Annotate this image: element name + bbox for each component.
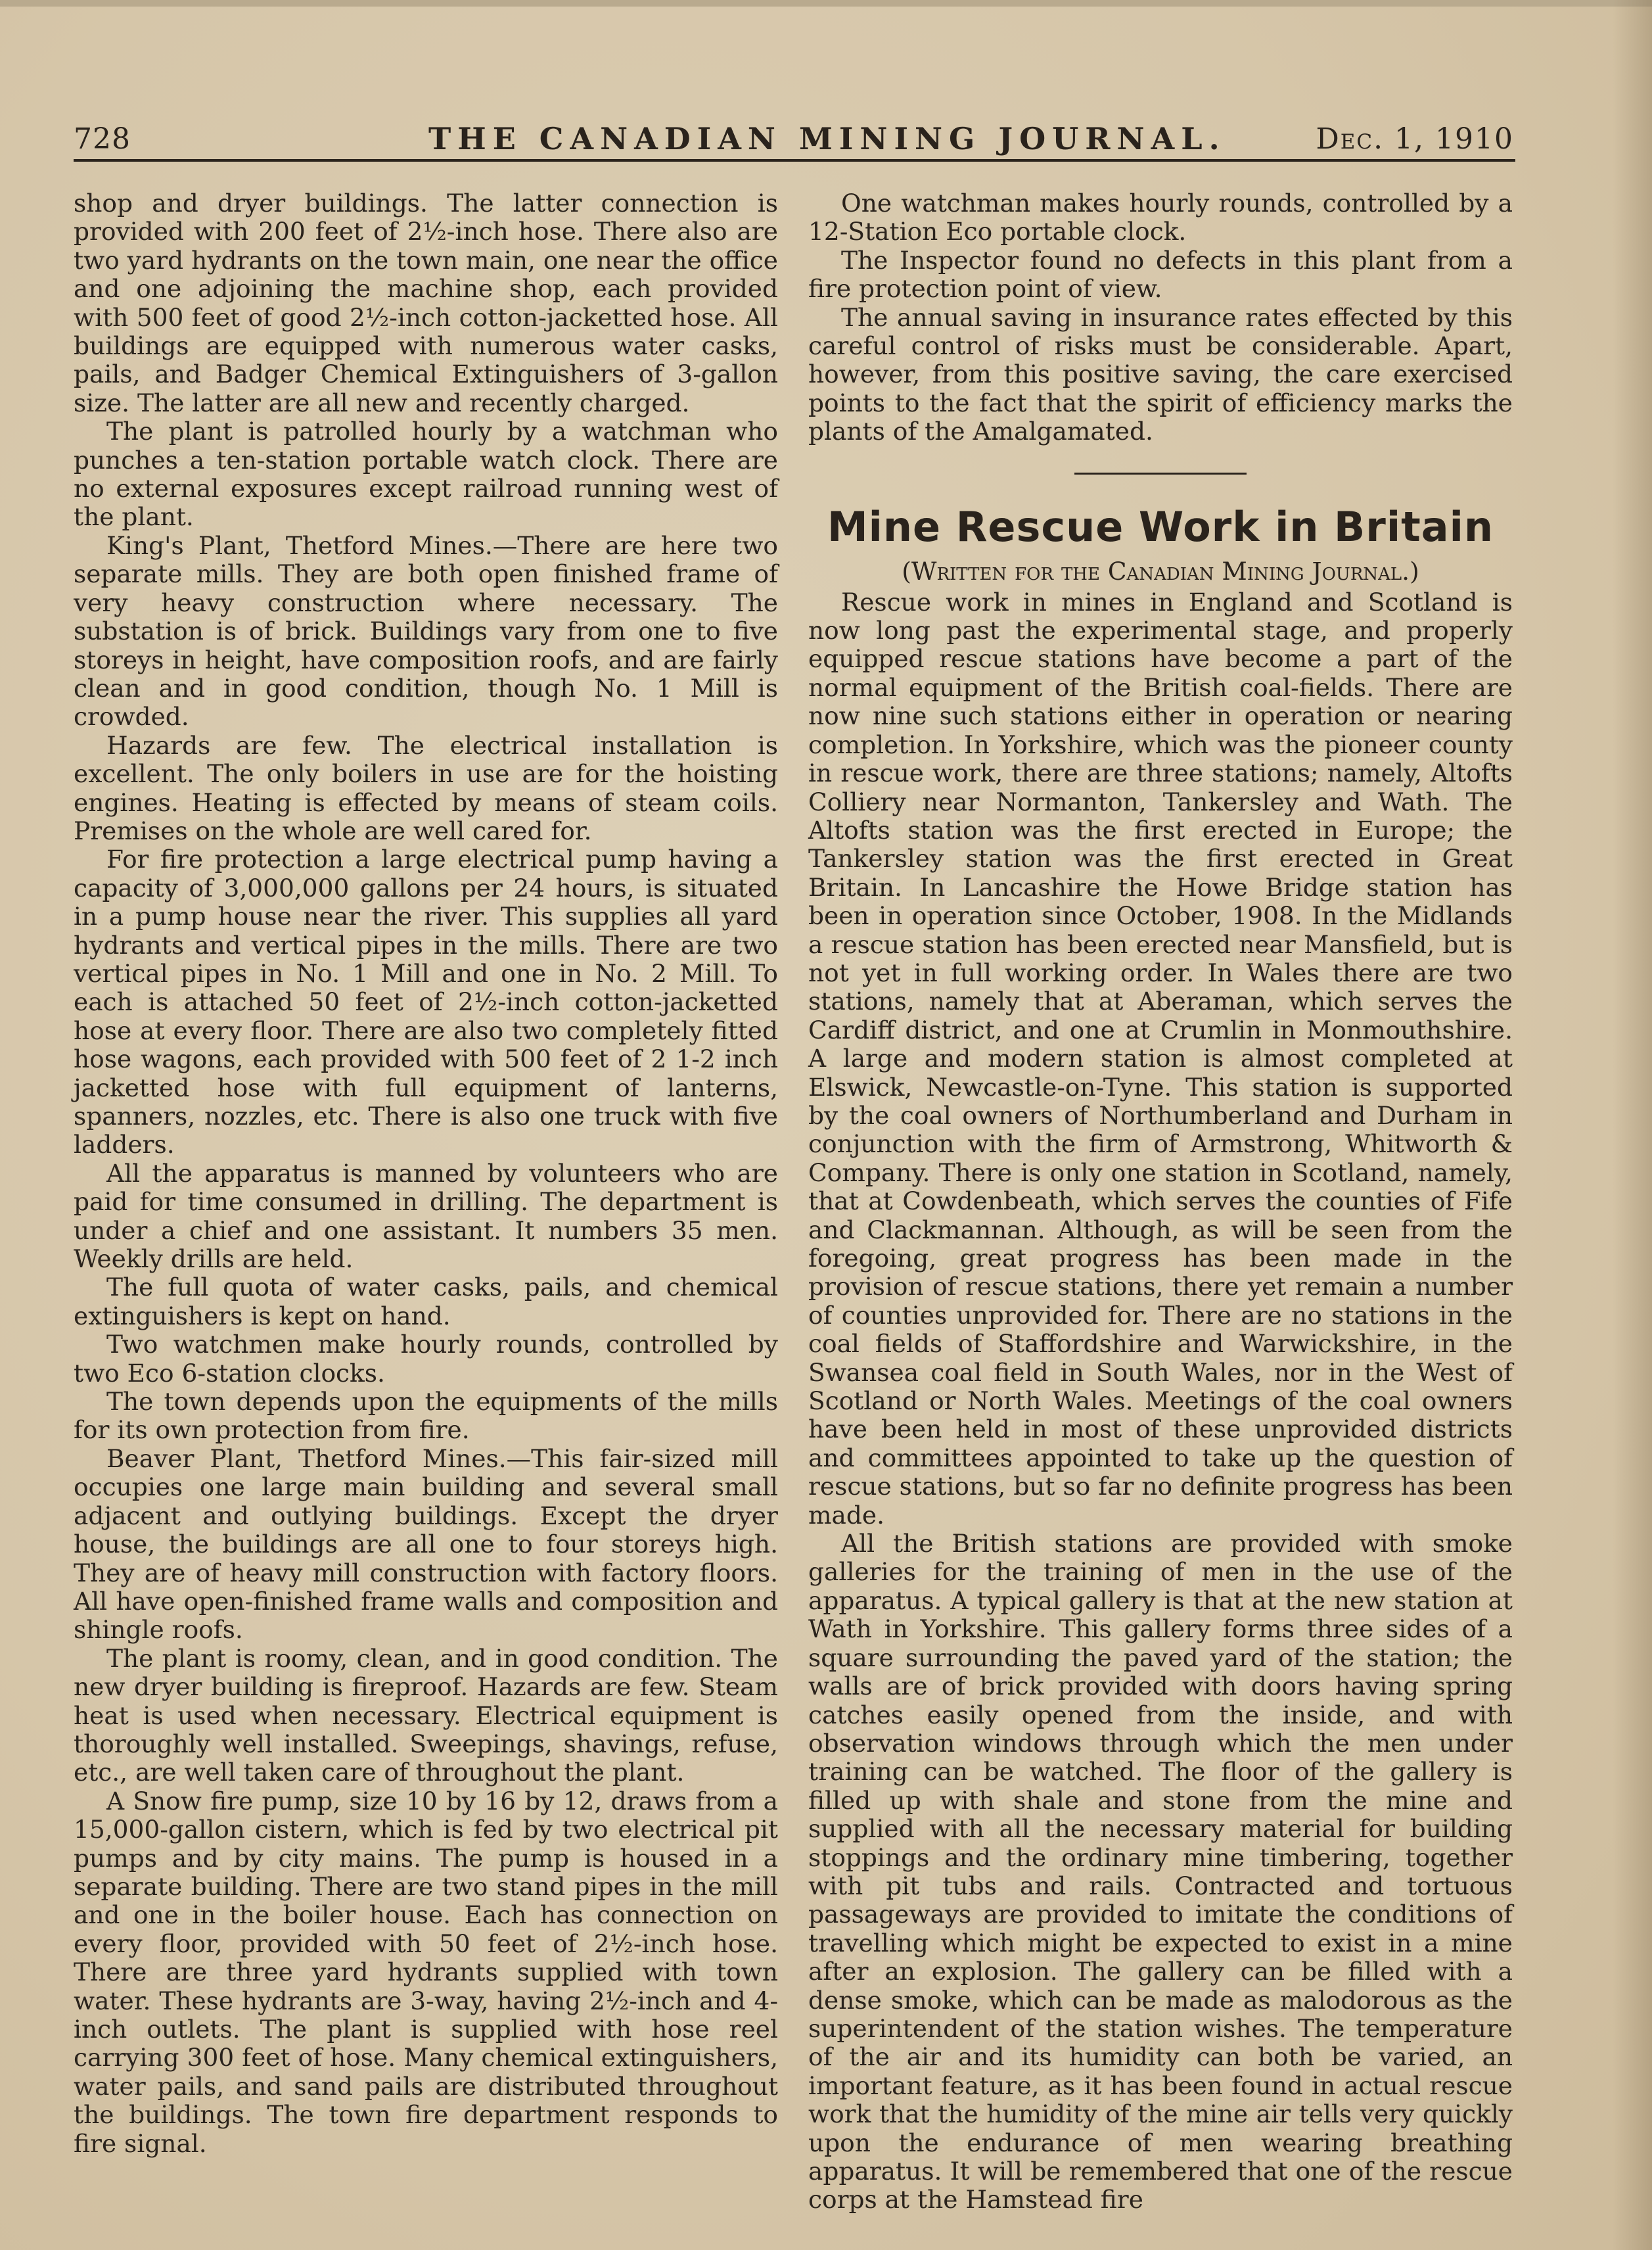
paragraph: All the British stations are provided with smoke galleries for the training of men in the use of the apparatus. A typical gallery is that at the new station at Wath in Yorkshire. This gallery forms three sides of a square surrounding the paved yard of the station; the walls are of brick provided with doors having spring catches easily opened from the inside, and with observation windows through which the men under training can be watched. The floor of the gallery is filled up with shale and stone from the mine and supplied with all the necessary material for building stoppings and the ordinary mine timbering, together with pit tubs and rails. Contracted and tortuous passageways are provided to imitate the conditions of travelling which might be expected to exist in a mine after an explosion. The gallery can be filled with a dense smoke, which can be made as malodorous as the superintendent of the station wishes. The temperature of the air and its humidity can both be varied, an important feature, as it has been found in actual rescue work that the humidity of the mine air tells very quickly upon the endurance of men wearing breathing apparatus. It will be remembered that one of the rescue corps at the Hamstead fire [808, 1529, 1513, 2215]
paragraph: Rescue work in mines in England and Scotland is now long past the experimental stage, and properly equipped rescue stations have become a part of the normal equipment of the British coal-fields. There are now nine such stations either in operation or nearing completion. In Yorkshire, which was the pioneer county in rescue work, there are three stations; namely, Altofts Colliery near Normanton, Tankersley and Wath. The Altofts station was the first erected in Europe; the Tankersley station was the first erected in Great Britain. In Lancashire the Howe Bridge station has been in operation since October, 1908. In the Midlands a rescue station has been erected near Mansfield, but is not yet in full working order. In Wales there are two stations, namely that at Aberaman, which serves the Cardiff district, and one at Crumlin in Monmouthshire. A large and modern station is almost completed at Elswick, Newcastle-on-Tyne. This station is supported by the coal owners of Northumberland and Durham in conjunction with the firm of Armstrong, Whitworth & Company. There is only one station in Scotland, namely, that at Cowdenbeath, which serves the counties of Fife and Clackmannan. Although, as will be seen from the foregoing, great progress has been made in the provision of rescue stations, there yet remain a number of counties unprovided for. There are no stations in the coal fields of Staffordshire and Warwickshire, in the Swansea coal field in South Wales, nor in the West of Scotland or North Wales. Meetings of the coal owners have been held in most of these unprovided districts and committees appointed to take up the question of rescue stations, but so far no definite progress has been made. [808, 587, 1513, 1530]
article-byline: (Written for the Canadian Mining Journal.) [902, 556, 1419, 586]
paragraph: One watchman makes hourly rounds, controlled by a 12-Station Eco portable clock. [808, 189, 1513, 246]
paragraph: Hazards are few. The electrical installation is excellent. The only boilers in use are for the hoisting engines. Heating is effected by means of steam coils. Premises on the whole are well cared for. [74, 730, 778, 845]
paragraph: King's Plant, Thetford Mines.—There are here two separate mills. They are both open finished frame of very heavy construction where necessary. The substation is of brick. Buildings vary from one to five storeys in height, have composition roofs, and are fairly clean and in good condition, though No. 1 Mill is crowded. [74, 530, 778, 732]
page-number: 728 [74, 122, 131, 156]
page-top-edge [0, 0, 1652, 7]
paragraph: Two watchmen make hourly rounds, controlled by two Eco 6-station clocks. [74, 1330, 778, 1388]
paragraph: The full quota of water casks, pails, and chemical extinguishers is kept on hand. [74, 1273, 778, 1330]
journal-title: THE CANADIAN MINING JOURNAL. [428, 121, 1226, 156]
paragraph: The plant is roomy, clean, and in good condition. The new dryer building is fireproof. Hazards are few. Steam heat is used when necessary. Electrical equipment is thoroughly well installed. Sweepings, shavings, refuse, etc., are well taken care of throughout the plant. [74, 1643, 778, 1787]
right-column [808, 189, 1513, 2215]
paragraph: The annual saving in insurance rates effected by this careful control of risks must be considerable. Apart, however, from this positive saving, the care exercised points to the fact that the spirit of efficiency marks the plants of the Amalgamated. [808, 302, 1513, 446]
paragraph: A Snow fire pump, size 10 by 16 by 12, draws from a 15,000-gallon cistern, which is fed by two electrical pit pumps and by city mains. The pump is housed in a separate building. There are two stand pipes in the mill and one in the boiler house. Each has connection on every floor, provided with 50 feet of 2½-inch hose. There are three yard hydrants supplied with town water. These hydrants are 3-way, having 2½-inch and 4-inch outlets. The plant is supplied with hose reel carrying 300 feet of hose. Many chemical extinguishers, water pails, and sand pails are distributed throughout the buildings. The town fire department responds to fire signal. [74, 1786, 778, 2158]
paragraph: The plant is patrolled hourly by a watchman who punches a ten-station portable watch clock. There are no external exposures except railroad running west of the plant. [74, 417, 778, 532]
paragraph: The town depends upon the equipments of the mills for its own protection from fire. [74, 1387, 778, 1445]
header-rule [74, 159, 1515, 162]
left-column [74, 189, 778, 2158]
issue-date: Dec. 1, 1910 [1316, 122, 1514, 156]
paragraph: For fire protection a large electrical pump having a capacity of 3,000,000 gallons per 24 hours, is situated in a pump house near the river. This supplies all yard hydrants and vertical pipes in the mills. There are two vertical pipes in No. 1 Mill and one in No. 2 Mill. To each is attached 50 feet of 2½-inch cotton-jacketted hose at every floor. There are also two completely fitted hose wagons, each provided with 500 feet of 2 1-2 inch jacketted hose with full equipment of lanterns, spanners, nozzles, etc. There is also one truck with five ladders. [74, 845, 778, 1160]
page-edge-shadow [1613, 0, 1652, 2250]
paragraph: The Inspector found no defects in this plant from a fire protection point of view. [808, 245, 1513, 304]
article-title: Mine Rescue Work in Britain [827, 502, 1494, 551]
paragraph: Beaver Plant, Thetford Mines.—This fair-sized mill occupies one large main building and several small adjacent and outlying buildings. Except the dryer house, the buildings are all one to four storeys high. They are of heavy mill construction with factory floors. All have open-finished frame walls and composition and shingle roofs. [74, 1443, 778, 1645]
section-divider [1074, 473, 1247, 475]
page-header [74, 117, 1514, 170]
paragraph: shop and dryer buildings. The latter connection is provided with 200 feet of 2½-inch hose. There also are two yard hydrants on the town main, one near the office and one adjoining the machine shop, each provided with 500 feet of good 2½-inch cotton-jacketted hose. All buildings are equipped with numerous water casks, pails, and Badger Chemical Extinguishers of 3-gallon size. The latter are all new and recently charged. [74, 189, 778, 417]
paragraph: All the apparatus is manned by volunteers who are paid for time consumed in drilling. The department is under a chief and one assistant. It numbers 35 men. Weekly drills are held. [74, 1158, 778, 1274]
